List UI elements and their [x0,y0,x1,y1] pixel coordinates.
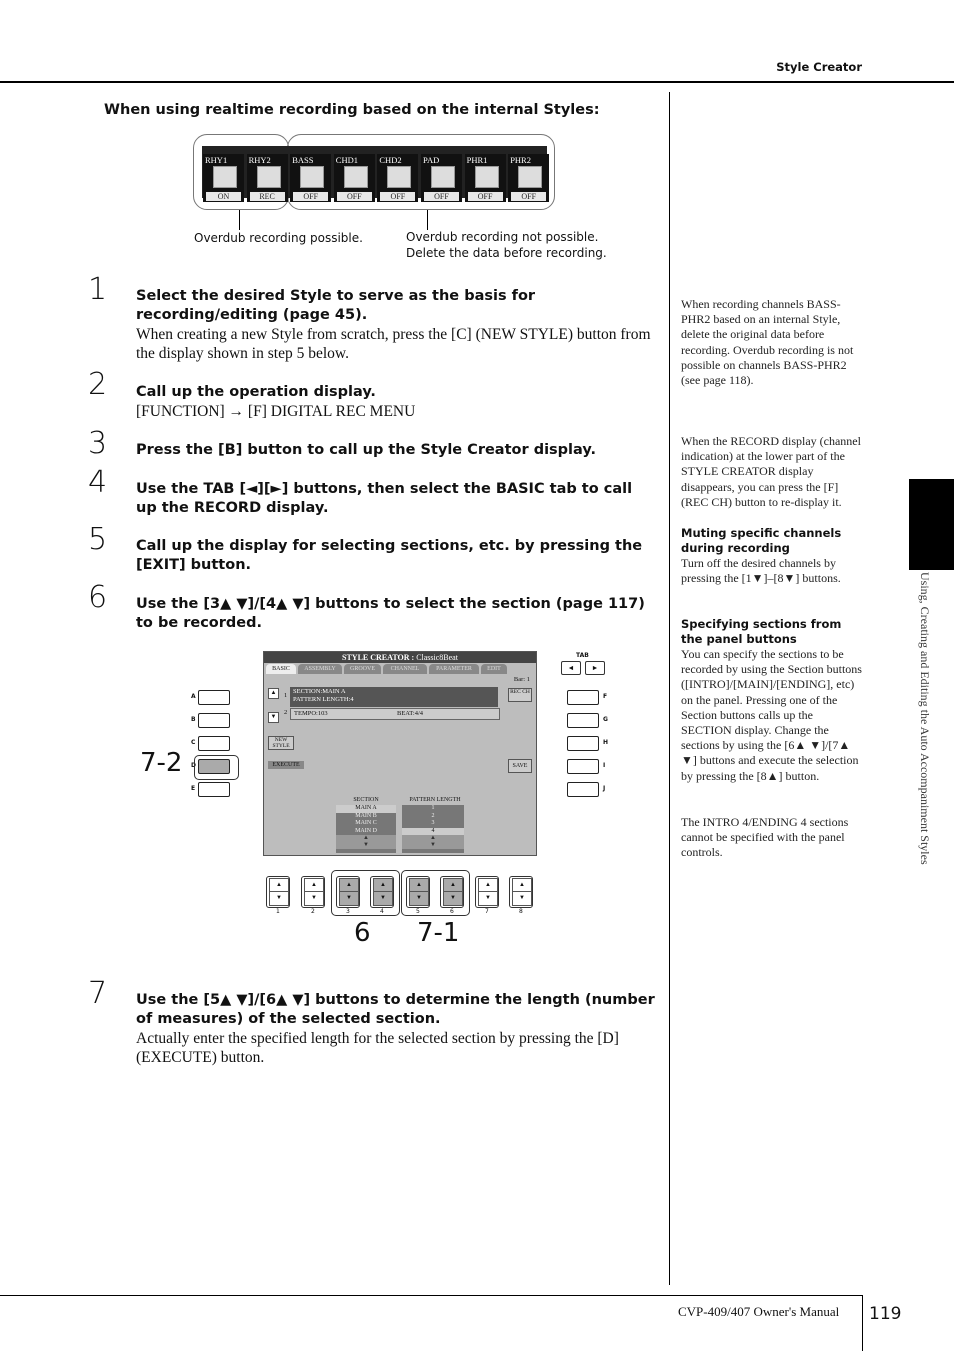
button-b[interactable] [198,713,230,728]
display-tab-assembly[interactable]: ASSEMBLY [298,664,342,674]
step-4-title: Use the TAB [◄][►] buttons, then select the BASIC tab to call up the RECORD display. [136,481,633,516]
step-7 [136,991,658,1067]
instrument-icon [344,166,368,188]
up-arrow-icon[interactable]: ▲ [339,878,359,893]
channel-chd1 [334,154,375,202]
updown-button-7[interactable] [475,876,499,908]
step-3 [136,441,656,460]
display-tab-edit[interactable]: EDIT [481,664,507,674]
save-button[interactable]: SAVE [508,759,532,773]
display-tabs [266,664,534,674]
style-name: Classic8Beat [416,653,458,662]
updown-button-1[interactable] [266,876,290,908]
step-1 [136,287,656,363]
step-2 [136,383,656,421]
button-c[interactable] [198,736,230,751]
letter-d: D [191,762,196,769]
sidebar-note-1: When recording channels BASS-PHR2 based on an internal Style, delete the original data before recording. Overdub recording is not possible on channels BASS-PHR2 (see page 118). [681,297,854,388]
tab-left-button[interactable]: ◄ [561,661,581,675]
tab-right-button[interactable]: ► [585,661,605,675]
channel-label: RHY2 [248,155,271,165]
pattern-length-line: PATTERN LENGTH:4 [293,696,354,703]
step-7-title: Use the [5▲ ▼]/[6▲ ▼] buttons to determine the length (number of measures) of the selected section. [136,992,655,1027]
bar-value: 1 [526,676,530,683]
instrument-icon [518,166,542,188]
section-line: SECTION:MAIN A [293,688,346,695]
channel-status: OFF [293,192,328,201]
tempo-row[interactable] [290,708,500,720]
step-6-title: Use the [3▲ ▼]/[4▲ ▼] buttons to select the section (page 117) to be recorded. [136,596,645,631]
list-arrows-icon[interactable]: ▲ ▼ [336,835,396,849]
letter-g: G [603,716,608,723]
beat-value: BEAT:4/4 [397,710,424,717]
up-arrow-icon[interactable]: ▲ [304,878,324,893]
step-7-body: Actually enter the specified length for the selected section by pressing the [D] (EXECUTE) button. [136,1030,619,1066]
channel-phr2 [508,154,549,202]
page-number: 119 [869,1304,902,1324]
pointer-line-right [427,210,428,230]
step-number-5: 5 [88,522,108,557]
channel-status: OFF [511,192,546,201]
sidebar-body-4: You can specify the sections to be recorded by using the Section buttons ([INTRO]/[MAIN]/[ENDING], etc) on the panel. Pressing one of the Section buttons calls up the SECTION display. Change the sections by using the [6▲ ▼]/[7▲ ▼] buttons and execute the selection by pressing the [8▲] button. [681,647,862,783]
step-2-body: [FUNCTION] → [F] DIGITAL REC MENU [136,403,416,420]
rec-ch-button[interactable]: REC CH [508,688,532,702]
button-h[interactable] [567,736,599,751]
sidebar-note-5: The INTRO 4/ENDING 4 sections cannot be specified with the panel controls. [681,815,849,860]
letter-e: E [191,785,196,792]
pointer-line-left [239,210,240,230]
channel-label: PAD [423,155,440,165]
instrument-icon [431,166,455,188]
down-arrow-icon[interactable]: ▼ [512,891,532,906]
chapter-vertical-label: Using, Creating and Editing the Auto Accompaniment Styles [918,572,932,865]
step-number-2: 2 [88,367,108,402]
updown-button-2[interactable] [301,876,325,908]
channel-status: OFF [337,192,372,201]
caption-line-2: Delete the data before recording. [406,246,607,260]
up-arrow-icon[interactable]: ▲ [443,878,463,893]
up-arrow-icon[interactable]: ▲ [409,878,429,893]
sidebar-note-4 [681,617,863,784]
letter-f: F [603,693,608,700]
down-arrow-icon[interactable]: ▼ [409,891,429,906]
channel-label: CHD1 [335,155,358,165]
down-arrow-icon[interactable]: ▼ [443,891,463,906]
step-5-title: Call up the display for selecting sections, etc. by pressing the [EXIT] button. [136,538,643,573]
caption-overdub-possible: Overdub recording possible. [194,231,363,245]
section-row[interactable] [290,687,498,707]
section-column-label: SECTION [353,797,379,803]
updown-number: 7 [485,908,489,915]
up-arrow-icon[interactable]: ▲ [269,878,289,893]
channel-pad [421,154,462,202]
button-i[interactable] [567,759,599,774]
step-number-3: 3 [88,426,108,461]
sidebar-note-3 [681,526,863,586]
section-heading: When using realtime recording based on the internal Styles: [104,102,600,118]
tab-label: TAB [576,652,589,659]
step-number-7: 7 [88,976,108,1011]
down-arrow-icon[interactable]: ▼ [339,891,359,906]
down-arrow-icon[interactable]: ▼ [373,891,393,906]
scroll-up-icon[interactable]: ▲ [268,688,279,699]
instrument-icon [213,166,237,188]
pattern-length-list-item[interactable]: 1 [431,805,435,811]
step-6 [136,595,656,633]
display-tab-basic[interactable]: BASIC [266,664,296,674]
letter-b: B [191,716,196,723]
step-number-6: 6 [88,580,108,615]
display-titlebar [264,652,536,663]
button-d[interactable] [198,759,230,774]
channel-status: OFF [468,192,503,201]
chapter-tab [909,479,954,570]
up-arrow-icon[interactable]: ▲ [478,878,498,893]
display-tab-parameter[interactable]: PARAMETER [429,664,479,674]
step-number-4: 4 [88,465,108,500]
sidebar-note-2: When the RECORD display (channel indication) at the lower part of the STYLE CREATOR display disappears, you can press the [F] (REC CH) button to re-display it. [681,434,861,509]
header-rule [0,81,954,83]
pattern-length-list-item[interactable]: 4 [402,828,464,836]
callout-7-2: 7-2 [140,748,183,778]
button-e[interactable] [198,782,230,797]
list-arrows-icon[interactable]: ▲ ▼ [402,835,464,849]
section-list-item[interactable]: MAIN D [355,827,377,834]
channel-status: REC [250,192,285,201]
down-arrow-icon[interactable]: ▼ [304,891,324,906]
style-creator-display [263,651,537,856]
updown-button-6[interactable] [440,876,464,908]
footer-rule [0,1295,862,1296]
letter-j: J [603,785,606,792]
channel-label: CHD2 [379,155,402,165]
step-5 [136,537,656,575]
step-4 [136,480,656,518]
step-3-title: Press the [B] button to call up the Style Creator display. [136,442,596,458]
tempo-value: TEMPO:103 [294,710,328,717]
step-1-title: Select the desired Style to serve as the basis for recording/editing (page 45). [136,288,536,323]
down-arrow-icon[interactable]: ▼ [478,891,498,906]
updown-number: 1 [276,908,280,915]
bar-indicator [514,676,530,683]
channel-phr1 [465,154,506,202]
channel-status: OFF [380,192,415,201]
footer-page-divider [862,1295,863,1351]
section-list-item[interactable]: MAIN A [336,805,396,813]
caption-line-1: Overdub recording not possible. [406,230,599,244]
footer-manual-title: CVP-409/407 Owner's Manual [678,1304,840,1319]
channel-rhy2 [247,154,288,202]
channel-label: PHR1 [466,155,488,165]
section-list-item[interactable]: MAIN C [355,820,377,826]
instrument-icon [257,166,281,188]
letter-h: H [603,739,609,746]
new-style-button[interactable]: NEW STYLE [268,736,294,750]
updown-number: 3 [346,908,350,915]
up-arrow-icon[interactable]: ▲ [512,878,532,893]
caption-overdub-not-possible [406,229,607,261]
updown-number: 6 [450,908,454,915]
updown-number: 4 [380,908,384,915]
pattern-length-list-item[interactable]: 3 [431,820,435,826]
callout-7-1: 7-1 [417,918,460,948]
updown-button-3[interactable] [336,876,360,908]
updown-button-8[interactable] [509,876,533,908]
channel-rhy1 [203,154,244,202]
step-number-1: 1 [88,272,108,307]
down-arrow-icon[interactable]: ▼ [269,891,289,906]
channel-chd2 [377,154,418,202]
updown-button-5[interactable] [406,876,430,908]
instrument-icon [300,166,324,188]
running-header: Style Creator [776,60,862,74]
button-a[interactable] [198,690,230,705]
button-j[interactable] [567,782,599,797]
step-1-body: When creating a new Style from scratch, press the [C] (NEW STYLE) button from the display shown in step 5 below. [136,326,651,362]
updown-number: 8 [519,908,523,915]
pattern-length-list[interactable] [402,805,464,853]
sidebar-head-4: Specifying sections from the panel buttons [681,617,842,646]
section-list[interactable] [336,805,396,853]
panel-figure [140,648,620,948]
letter-c: C [191,739,196,746]
sidebar-body-3: Turn off the desired channels by pressing the [1▼]–[8▼] buttons. [681,556,841,586]
callout-6: 6 [354,918,371,948]
instrument-icon [475,166,499,188]
display-tab-channel[interactable]: CHANNEL [383,664,427,674]
execute-button[interactable]: EXECUTE [268,761,304,769]
display-title: STYLE CREATOR : [342,653,415,662]
row-2-index: 2 [284,709,288,716]
pattern-length-list-item[interactable]: 2 [431,812,435,819]
up-arrow-icon[interactable]: ▲ [373,878,393,893]
section-list-item[interactable]: MAIN B [355,812,377,819]
button-f[interactable] [567,690,599,705]
scroll-down-icon[interactable]: ▼ [268,712,279,723]
updown-button-4[interactable] [370,876,394,908]
channel-label: PHR2 [510,155,531,165]
channel-status: OFF [424,192,459,201]
pattern-length-column-label: PATTERN LENGTH [409,797,461,803]
bar-label: Bar: [513,676,526,683]
instrument-icon [387,166,411,188]
column-divider [669,92,670,1285]
updown-number: 5 [416,908,420,915]
step-2-title: Call up the operation display. [136,384,376,400]
letter-i: I [603,762,606,769]
letter-a: A [191,693,196,700]
channel-label: RHY1 [205,155,228,165]
channel-label: BASS [292,155,314,165]
display-tab-groove[interactable]: GROOVE [344,664,381,674]
sidebar-head-3: Muting specific channels during recording [681,526,842,555]
updown-number: 2 [311,908,315,915]
channel-bass [290,154,331,202]
channel-status: ON [206,192,241,201]
button-g[interactable] [567,713,599,728]
row-1-index: 1 [284,692,288,699]
